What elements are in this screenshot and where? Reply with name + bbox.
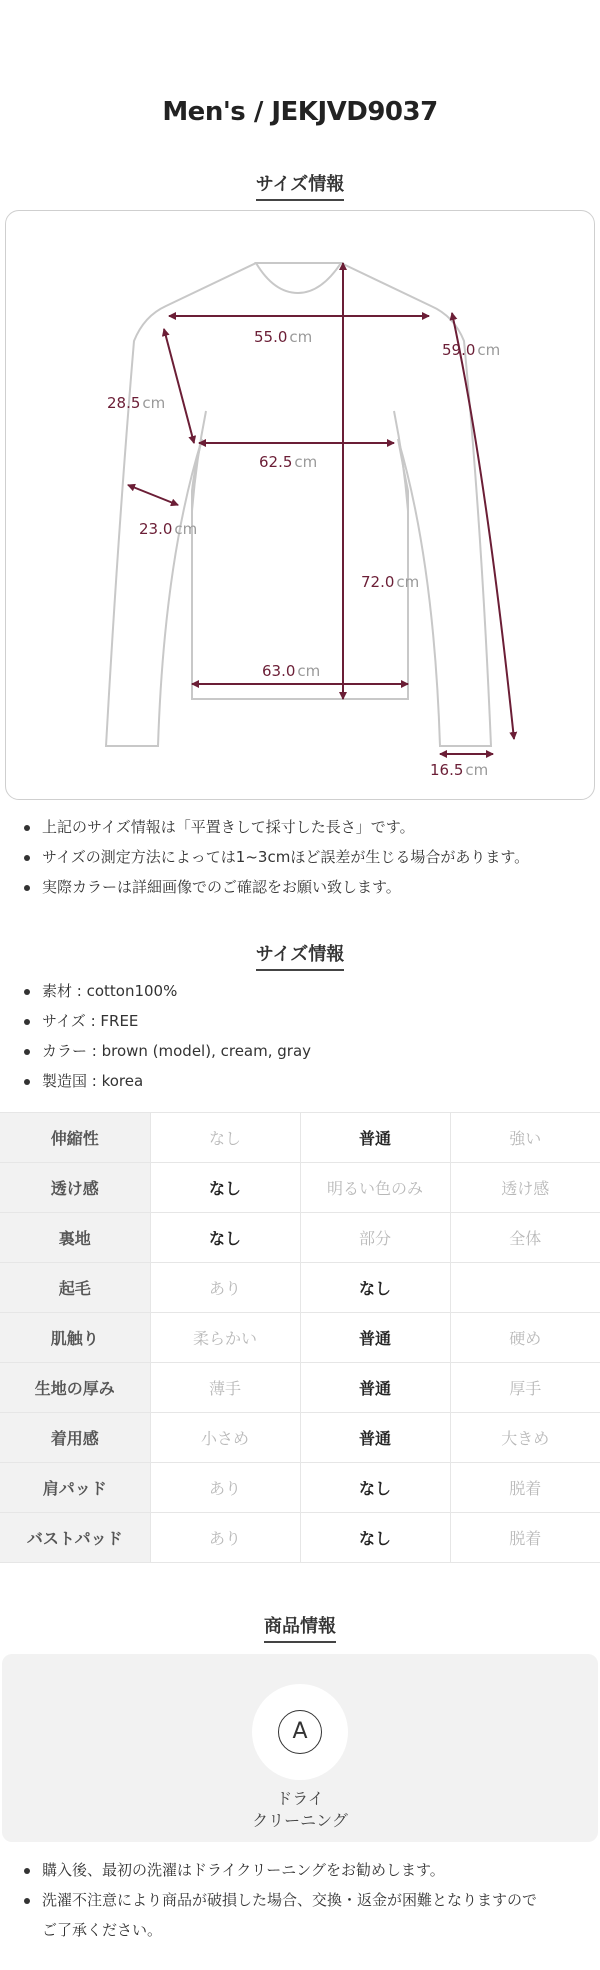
attribute-option: なし	[150, 1113, 300, 1163]
list-item: 購入後、最初の洗濯はドライクリーニングをお勧めします。	[22, 1855, 592, 1885]
table-row	[0, 1513, 600, 1563]
list-item: カラー : brown (model), cream, gray	[22, 1036, 592, 1066]
size-info-heading: サイズ情報	[0, 170, 600, 201]
spec-list	[22, 976, 592, 1096]
list-item: 実際カラーは詳細画像でのご確認をお願い致します。	[22, 872, 592, 902]
attribute-option: なし	[300, 1513, 450, 1563]
measure-armhole-line	[164, 329, 194, 443]
measure-sleeve: 59.0 cm	[442, 341, 501, 359]
table-row	[0, 1163, 600, 1213]
measure-sleeve-width-line	[128, 485, 178, 505]
product-info-heading: 商品情報	[0, 1612, 600, 1643]
attribute-option: なし	[300, 1263, 450, 1313]
table-row	[0, 1113, 600, 1163]
attribute-option: 柔らかい	[150, 1313, 300, 1363]
attribute-option: 普通	[300, 1413, 450, 1463]
attribute-option	[450, 1263, 600, 1313]
measure-sleeve-line	[452, 313, 514, 739]
attribute-option: 普通	[300, 1313, 450, 1363]
fabric-attributes-table	[0, 1112, 600, 1563]
attribute-option: なし	[150, 1213, 300, 1263]
attribute-option: あり	[150, 1463, 300, 1513]
list-item: 素材 : cotton100%	[22, 976, 592, 1006]
attribute-label: 肩パッド	[0, 1463, 150, 1513]
product-title: Men's / JEKJVD9037	[162, 97, 438, 127]
table-row	[0, 1463, 600, 1513]
size-notes-list	[22, 812, 592, 902]
attribute-label: 裏地	[0, 1213, 150, 1263]
attribute-option: 普通	[300, 1363, 450, 1413]
attribute-option: 脱着	[450, 1463, 600, 1513]
dry-cleaning-icon: A	[278, 1710, 322, 1754]
attribute-option: なし	[300, 1463, 450, 1513]
attribute-label: 肌触り	[0, 1313, 150, 1363]
care-symbol	[252, 1684, 348, 1780]
list-item: サイズ : FREE	[22, 1006, 592, 1036]
attribute-label: バストパッド	[0, 1513, 150, 1563]
list-item: 洗濯不注意により商品が破損した場合、交換・返金が困難となりますので	[22, 1885, 592, 1915]
attribute-option: あり	[150, 1263, 300, 1313]
list-item-continuation: ご了承ください。	[42, 1921, 163, 1939]
attribute-label: 透け感	[0, 1163, 150, 1213]
table-row	[0, 1413, 600, 1463]
table-row	[0, 1263, 600, 1313]
detail-info-heading: サイズ情報	[0, 940, 600, 971]
attribute-option: 硬め	[450, 1313, 600, 1363]
attribute-option: 小さめ	[150, 1413, 300, 1463]
table-row	[0, 1213, 600, 1263]
attribute-option: 大きめ	[450, 1413, 600, 1463]
size-diagram	[5, 210, 595, 800]
attribute-option: 普通	[300, 1113, 450, 1163]
table-row	[0, 1363, 600, 1413]
measure-cuff: 16.5 cm	[430, 761, 489, 779]
attribute-option: 厚手	[450, 1363, 600, 1413]
list-item: 上記のサイズ情報は「平置きして採寸した長さ」です。	[22, 812, 592, 842]
care-notes-list	[22, 1855, 592, 1945]
list-item: サイズの測定方法によっては1~3cmほど誤差が生じる場合があります。	[22, 842, 592, 872]
care-instructions-box	[2, 1654, 598, 1842]
table-row	[0, 1313, 600, 1363]
attribute-option: 部分	[300, 1213, 450, 1263]
attribute-label: 生地の厚み	[0, 1363, 150, 1413]
measure-chest: 62.5 cm	[259, 453, 318, 471]
attribute-option: 脱着	[450, 1513, 600, 1563]
attribute-option: 強い	[450, 1113, 600, 1163]
attribute-option: あり	[150, 1513, 300, 1563]
sweater-outline-icon	[6, 211, 596, 801]
measure-hem: 63.0 cm	[262, 662, 321, 680]
measure-sleeve-width: 23.0 cm	[139, 520, 198, 538]
attribute-option: 薄手	[150, 1363, 300, 1413]
measure-armhole: 28.5 cm	[107, 394, 166, 412]
list-item: 製造国 : korea	[22, 1066, 592, 1096]
attribute-option: 全体	[450, 1213, 600, 1263]
attribute-label: 着用感	[0, 1413, 150, 1463]
care-label: ドライ クリーニング	[252, 1789, 348, 1830]
attribute-option: 明るい色のみ	[300, 1163, 450, 1213]
measure-length: 72.0 cm	[361, 573, 420, 591]
measure-shoulder: 55.0 cm	[254, 328, 313, 346]
attribute-option: 透け感	[450, 1163, 600, 1213]
attribute-option: なし	[150, 1163, 300, 1213]
attribute-label: 伸縮性	[0, 1113, 150, 1163]
attribute-label: 起毛	[0, 1263, 150, 1313]
